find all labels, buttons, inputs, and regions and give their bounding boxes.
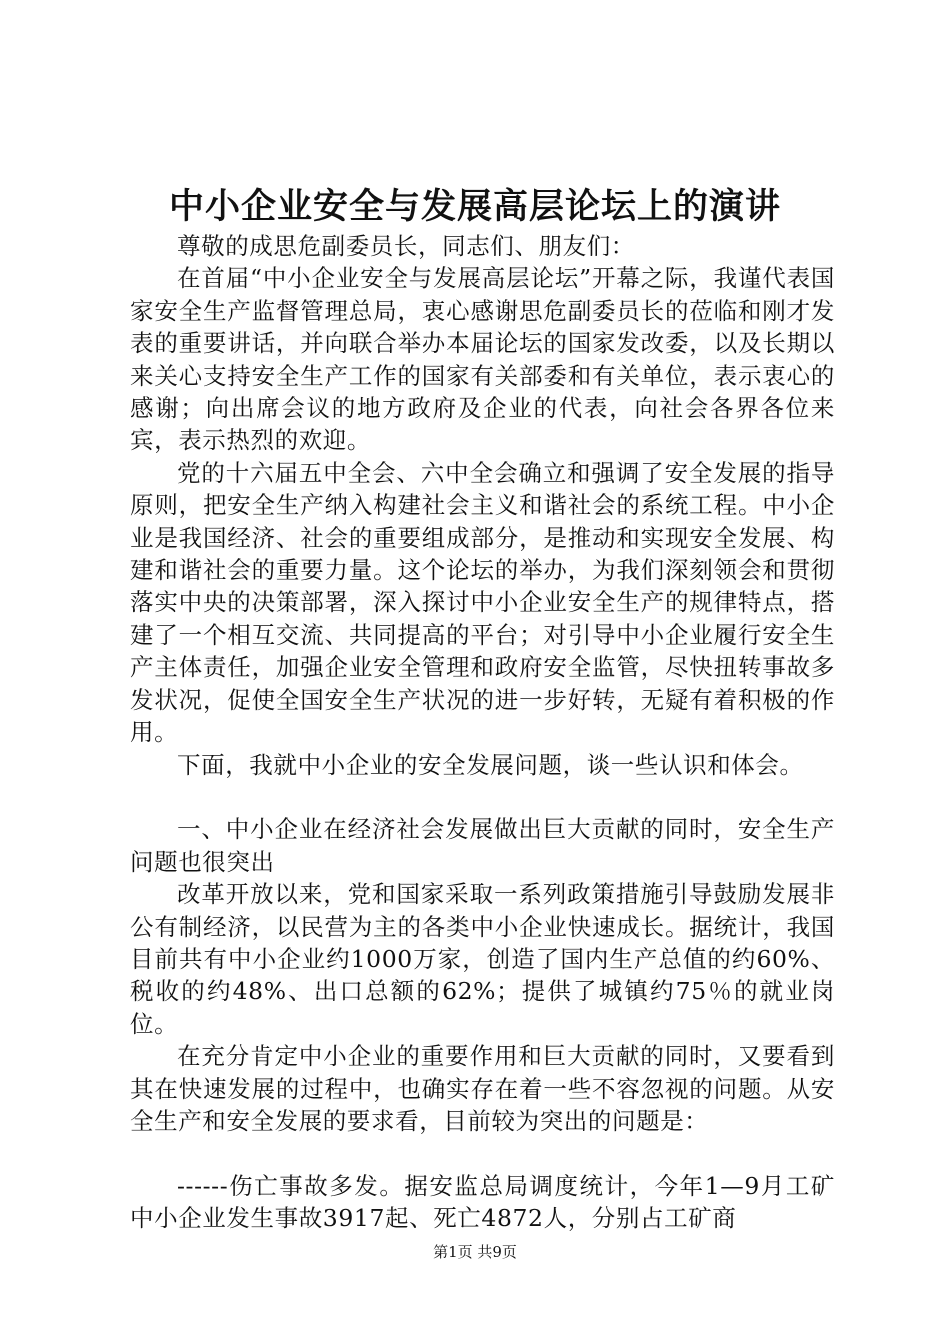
body-paragraph: 党的十六届五中全会、六中全会确立和强调了安全发展的指导原则，把安全生产纳入构建社会主义和谐社会的系统工程。中小企业是我国经济、社会的重要组成部分，是推动和实现安全发展、构建和谐社会的重要力量。这个论坛的举办，为我们深刻领会和贯彻落实中央的决策部署，深入探讨中小企业安全生产的规律特点，搭建了一个相互交流、共同提高的平台；对引导中小企业履行安全生产主体责任，加强企业安全管理和政府安全监管，尽快扭转事故多发状况，促使全国安全生产状况的进一步好转，无疑有着积极的作用。: [130, 458, 835, 747]
body-paragraph: 在首届“中小企业安全与发展高层论坛”开幕之际，我谨代表国家安全生产监督管理总局，衷心感谢思危副委员长的莅临和刚才发表的重要讲话，并向联合举办本届论坛的国家发改委，以及长期以来关心支持安全生产工作的国家有关部委和有关单位，表示衷心的感谢；向出席会议的地方政府及企业的代表，向社会各界各位来宾，表示热烈的欢迎。: [130, 264, 835, 455]
body-paragraph: 在充分肯定中小企业的重要作用和巨大贡献的同时，又要看到其在快速发展的过程中，也确实存在着一些不容忽视的问题。从安全生产和安全发展的要求看，目前较为突出的问题是：: [130, 1042, 835, 1135]
document-title: 中小企业安全与发展高层论坛上的演讲: [168, 186, 781, 227]
body-paragraph: 下面，我就中小企业的安全发展问题，谈一些认识和体会。: [177, 750, 804, 779]
document-body: [130, 230, 835, 1235]
body-paragraph: 改革开放以来，党和国家采取一系列政策措施引导鼓励发展非公有制经济，以民营为主的各类中小企业快速成长。据统计，我国目前共有中小企业约1000万家，创造了国内生产总值的约60%、税收的约48%、出口总额的62%；提供了城镇约75％的就业岗位。: [130, 880, 835, 1038]
section-heading: 一、中小企业在经济社会发展做出巨大贡献的同时，安全生产问题也很突出: [130, 815, 835, 876]
page-footer: 第1页 共9页: [433, 1243, 517, 1261]
body-paragraph: ------伤亡事故多发。据安监总局调度统计，今年1—9月工矿中小企业发生事故3917起、死亡4872人，分别占工矿商: [130, 1171, 835, 1233]
salutation-paragraph: 尊敬的成思危副委员长，同志们、朋友们：: [177, 232, 635, 260]
